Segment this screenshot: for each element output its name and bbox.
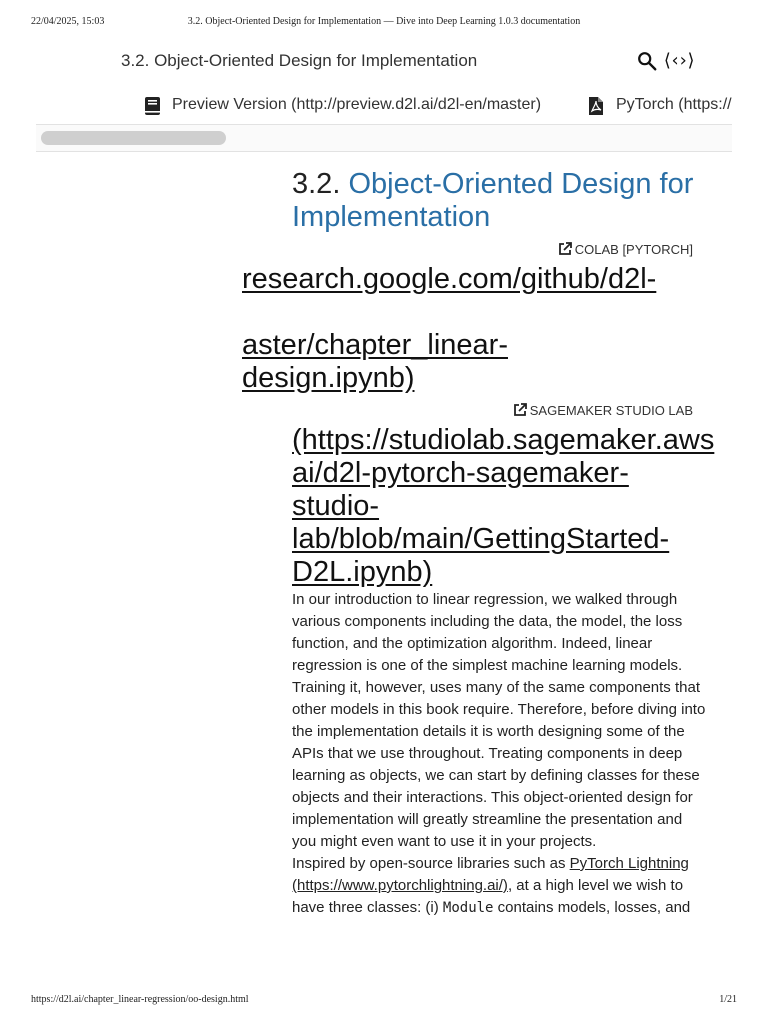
colab-url-line: design.ipynb) [242,362,415,394]
print-header [0,16,768,30]
sagemaker-url-line: studio- [292,490,380,522]
sagemaker-url-line: lab/blob/main/GettingStarted- [292,523,670,555]
nav-links [36,92,732,120]
sagemaker-url-line: D2L.ipynb) [292,556,433,588]
external-link-icon [513,403,527,417]
pytorch-lightning-link[interactable]: PyTorch Lightning (https://www.pytorchlightning.ai/) [292,855,689,894]
colab-url-line: research.google.com/github/d2l- [242,263,657,295]
preview-version-link[interactable] [172,96,541,114]
classes-paragraph [292,853,710,919]
print-footer [0,994,768,1008]
print-doc-title: 3.2. Object-Oriented Design for Implementation — Dive into Deep Learning 1.0.3 documentation [187,16,581,27]
section-number: 3.2. [292,168,341,200]
sagemaker-url-line: (https://studiolab.sagemaker.aws [292,424,715,456]
module-code: Module [442,900,494,916]
print-datetime: 22/04/2025, 15:03 [31,16,105,27]
colab-url-line: aster/chapter_linear- [242,329,508,361]
intro-paragraph: In our introduction to linear regression, we walked through various components including the data, the model, the loss function, and the optimization algorithm. Indeed, linear regression is one of the simplest machine learning models. Training it, however, uses many of the same components that other models in this book require. Therefore, before diving into the implementation details it is worth designing some of the APIs that we use throughout. Treating components in deep learning as objects, we can start by defining classes for these objects and their interactions. This object-oriented design for implementation will greatly streamline the presentation and you might even want to use it in your projects. [292,591,706,850]
sagemaker-badge-label: SAGEMAKER STUDIO LAB [529,403,693,418]
section-heading [292,168,710,234]
para2-rest: , at a high level we wish to have three classes: (i) [292,877,684,916]
para2-lead: Inspired by open-source libraries such as [292,855,570,872]
code-icon[interactable]: ⟨‹›⟩ [662,50,694,71]
colab-badge-label: COLAB [PYTORCH] [574,242,693,257]
para2-tail: contains models, losses, and [493,899,691,916]
sagemaker-url-link[interactable] [292,424,715,589]
sagemaker-url-line: ai/d2l-pytorch-sagemaker- [292,457,629,489]
horizontal-scrollbar[interactable] [36,124,732,152]
scrollbar-thumb[interactable] [41,131,226,145]
sagemaker-badge[interactable] [292,403,710,421]
pytorch-pdf-label: PyTorch (https:// [616,96,732,113]
print-footer-url: https://d2l.ai/chapter_linear-regression/oo-design.html [31,994,249,1005]
search-icon[interactable] [636,50,658,72]
section-title-link[interactable]: Object-Oriented Design for Implementation [292,168,694,233]
colab-url-gap [242,296,710,329]
book-icon [144,96,162,116]
pytorch-pdf-link[interactable] [616,96,732,114]
preview-version-label: Preview Version (http://preview.d2l.ai/d2l-en/master) [172,96,542,113]
print-page-number: 1/21 [719,994,737,1005]
pdf-file-icon [588,96,604,116]
main-content [242,168,715,984]
external-link-icon [558,242,572,256]
page-title-bar: 3.2. Object-Oriented Design for Implementation [121,51,478,70]
colab-url-link[interactable] [242,263,710,395]
top-bar [36,40,732,84]
colab-badge[interactable] [292,242,710,260]
